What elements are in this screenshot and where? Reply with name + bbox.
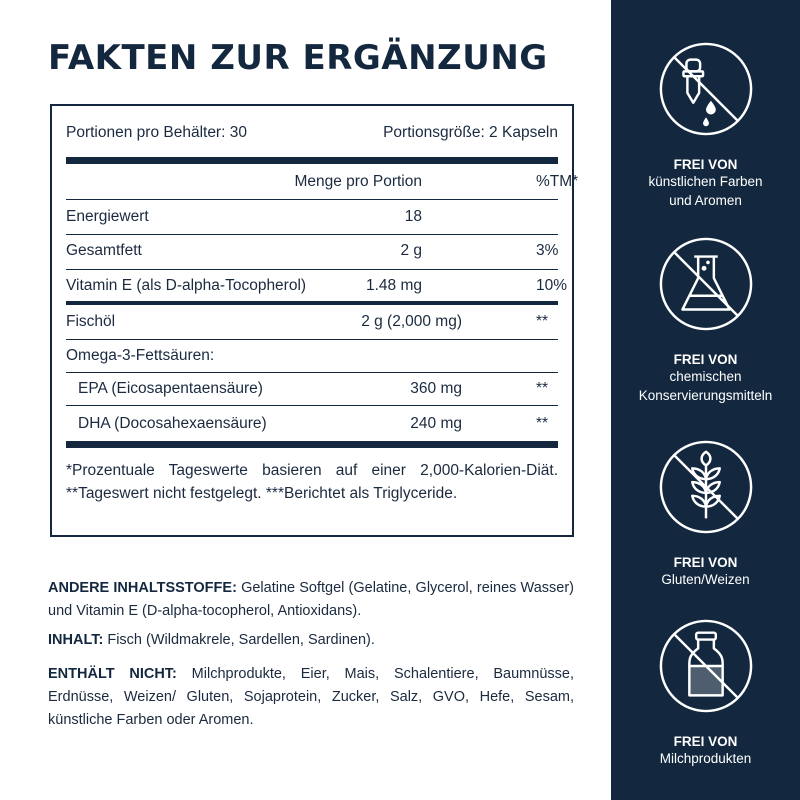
nutrient-amount: 1.48 mg xyxy=(365,277,422,294)
contents xyxy=(48,629,574,652)
divider xyxy=(66,405,558,406)
badge-no-gluten xyxy=(611,438,800,589)
servings-per-container: Portionen pro Behälter: 30 xyxy=(66,124,247,141)
nutrient-dv: ** xyxy=(536,380,549,397)
badge-no-artificial-colors xyxy=(611,40,800,210)
divider xyxy=(66,199,558,200)
nutrient-amount: 2 g xyxy=(400,242,422,259)
supplement-facts-panel xyxy=(50,104,579,537)
contents-label: INHALT: xyxy=(48,632,104,648)
nutrient-amount: 18 xyxy=(404,208,422,225)
divider xyxy=(66,372,558,373)
badge-no-preservatives xyxy=(611,235,800,405)
nutrient-dv: ** xyxy=(536,313,549,330)
nutrient-name: DHA (Docosahexaensäure) xyxy=(78,415,267,432)
nutrient-name: Gesamtfett xyxy=(66,242,142,259)
nutrient-amount: 2 g (2,000 mg) xyxy=(361,313,462,330)
thick-divider xyxy=(66,157,558,164)
nutrient-name: EPA (Eicosapentaensäure) xyxy=(78,380,263,397)
badge-desc-line1: künstlichen Farben xyxy=(648,174,763,189)
nutrient-name: Fischöl xyxy=(66,313,116,330)
nutrient-name: Omega-3-Fettsäuren: xyxy=(66,347,215,364)
nutrient-name: Energiewert xyxy=(66,208,149,225)
free-from-sidebar xyxy=(611,0,800,800)
badge-desc-line1: chemischen xyxy=(669,369,742,384)
medium-divider xyxy=(66,301,558,305)
free-of-text: Milchprodukte, Eier, Mais, Schalentiere, Baumnüsse, Erdnüsse, Weizen/ Gluten, Sojaprotein, Zucker, Salz, GVO, Hefe, Sesam, künstliche Farben oder Aromen. xyxy=(48,666,574,728)
free-of xyxy=(48,663,574,732)
page-title: FAKTEN ZUR ERGÄNZUNG xyxy=(48,38,548,78)
divider xyxy=(66,269,558,270)
badge-title: FREI VON xyxy=(673,352,738,367)
badge-title: FREI VON xyxy=(673,734,738,749)
col-amount-header: Menge pro Portion xyxy=(294,173,422,190)
badge-title: FREI VON xyxy=(673,157,738,172)
col-dv-header: %TM* xyxy=(536,173,579,190)
divider xyxy=(66,339,558,340)
nutrient-amount: 240 mg xyxy=(410,415,462,432)
badge-title: FREI VON xyxy=(673,555,738,570)
nutrient-dv: 10% xyxy=(536,277,568,294)
serving-size: Portionsgröße: 2 Kapseln xyxy=(383,124,558,141)
dropper-icon xyxy=(657,40,755,138)
flask-icon xyxy=(657,235,755,333)
other-ingredients-label: ANDERE INHALTSSTOFFE: xyxy=(48,580,237,596)
nutrient-dv: 3% xyxy=(536,242,559,259)
thick-divider xyxy=(66,441,558,448)
contents-text: Fisch (Wildmakrele, Sardellen, Sardinen). xyxy=(107,632,375,648)
footnote: *Prozentuale Tageswerte basieren auf einer 2,000-Kalorien-Diät. **Tageswert nicht festgelegt. ***Berichtet als Triglyceride. xyxy=(66,462,558,502)
nutrient-name: Vitamin E (als D-alpha-Tocopherol) xyxy=(66,277,307,294)
badge-no-dairy xyxy=(611,617,800,768)
other-ingredients xyxy=(48,577,574,623)
badge-desc-line1: Milchprodukten xyxy=(659,751,752,766)
badge-desc-line2: Konservierungsmitteln xyxy=(638,388,773,403)
divider xyxy=(66,234,558,235)
badge-desc-line1: Gluten/Weizen xyxy=(661,572,750,587)
other-ingredients-text: Gelatine Softgel (Gelatine, Glycerol, reines Wasser) und Vitamin E (D-alpha-tocopherol, Antioxidans). xyxy=(48,580,574,619)
nutrient-amount: 360 mg xyxy=(410,380,462,397)
badge-desc-line2: und Aromen xyxy=(669,193,742,208)
nutrient-dv: ** xyxy=(536,415,549,432)
milk-bottle-icon xyxy=(657,617,755,715)
free-of-label: ENTHÄLT NICHT: xyxy=(48,666,177,682)
wheat-icon xyxy=(657,438,755,536)
